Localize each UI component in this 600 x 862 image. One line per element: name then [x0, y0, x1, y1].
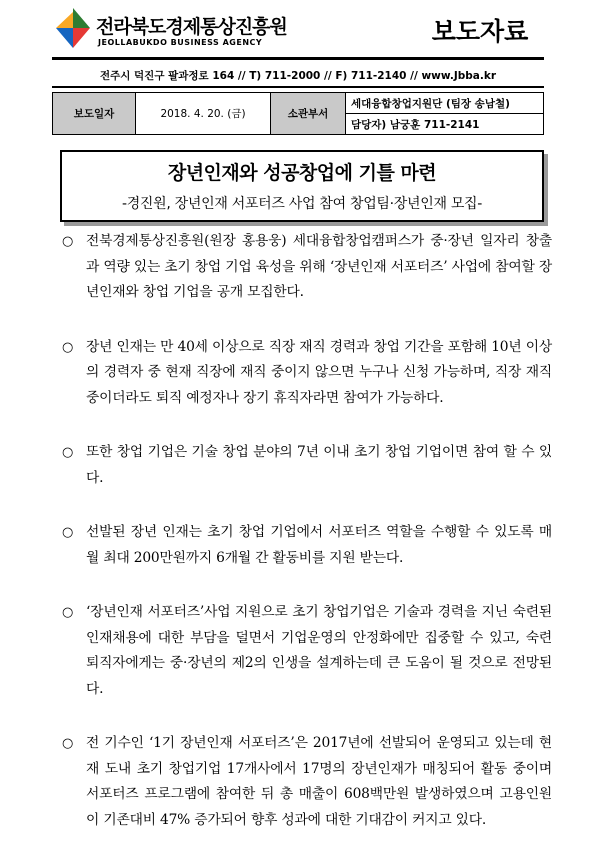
headline-box	[60, 150, 544, 222]
paragraph-5	[62, 600, 552, 702]
headline-subtitle: -경진원, 장년인재 서포터즈 사업 참여 창업팀·장년인재 모집-	[121, 196, 483, 212]
contact-line: 전주시 덕진구 팔과정로 164 // T) 711-2000 // F) 711-2140 // www.Jbba.kr	[99, 70, 497, 82]
date-value: 2018. 4. 20. (금)	[136, 93, 271, 135]
headline-title: 장년인재와 성공창업에 기틀 마련	[167, 162, 437, 184]
dept-label: 소관부서	[271, 93, 346, 135]
bullet-icon: ○	[62, 605, 74, 620]
paragraph-text: 전 기수인 ‘1기 장년인재 서포터즈’은 2017년에 선발되어 운영되고 있는데 현재 도내 초기 창업기업 17개사에서 17명의 장년인재가 매칭되어 활동 중이며 서포터즈 프로그램에 참여한 뒤 총 매출이 608백만원 발생하였으며 고용인원이 기존대비 47% 증가되어 향후 성과에 대한 기대감이 커지고 있다.	[86, 735, 552, 828]
dept-line-1: 세대융합창업지원단 (팀장 송남철)	[346, 93, 544, 114]
bullet-icon: ○	[62, 445, 74, 460]
paragraph-1	[62, 229, 552, 306]
header-divider	[52, 57, 544, 60]
doc-type-title: 보도자료	[431, 17, 529, 46]
paragraph-text: 장년 인재는 만 40세 이상으로 직장 재직 경력과 창업 기간을 포함해 10년 이상의 경력자 중 현재 직장에 재직 중이지 않으면 누구나 신청 가능하며, 직장 재직 중이더라도 퇴직 예정자나 장기 휴직자라면 참여가 가능하다.	[86, 338, 552, 406]
bullet-icon: ○	[62, 525, 74, 540]
paragraph-6	[62, 731, 552, 833]
paragraph-text: 전북경제통상진흥원(원장 홍용웅) 세대융합창업캠퍼스가 중·장년 일자리 창출과 역량 있는 초기 창업 기업 육성을 위해 ‘장년인재 서포터즈’ 사업에 참여할 장년인재와 창업 기업을 공개 모집한다.	[86, 233, 552, 300]
contact-divider	[52, 86, 544, 88]
paragraph-3	[62, 440, 552, 491]
paragraph-2	[62, 335, 552, 412]
body-paragraphs	[62, 229, 552, 862]
agency-logo-icon	[56, 8, 90, 48]
paragraph-text: 선발된 장년 인재는 초기 창업 기업에서 서포터즈 역할을 수행할 수 있도록 매월 최대 200만원까지 6개월 간 활동비를 지원 받는다.	[86, 524, 552, 566]
paragraph-text: 또한 창업 기업은 기술 창업 분야의 7년 이내 초기 창업 기업이면 참여 할 수 있다.	[86, 444, 552, 486]
bullet-icon: ○	[62, 234, 74, 249]
release-info-table	[52, 92, 544, 135]
bullet-icon: ○	[62, 736, 74, 751]
paragraph-text: ‘장년인재 서포터즈’사업 지원으로 초기 창업기업은 기술과 경력을 지닌 숙련된 인재채용에 대한 부담을 덜면서 기업운영의 안정화에만 집중할 수 있고, 숙련 퇴직자에게는 중·장년의 제2의 인생을 설계하는데 큰 도움이 될 것으로 전망된다.	[86, 604, 552, 697]
dept-line-2: 담당자) 남궁훈 711-2141	[346, 114, 544, 135]
paragraph-4	[62, 520, 552, 571]
bullet-icon: ○	[62, 339, 74, 355]
date-label: 보도일자	[53, 93, 136, 135]
org-name: 전라북도경제통상진흥원	[96, 16, 287, 38]
org-name-en: JEOLLABUKDO BUSINESS AGENCY	[98, 38, 263, 47]
